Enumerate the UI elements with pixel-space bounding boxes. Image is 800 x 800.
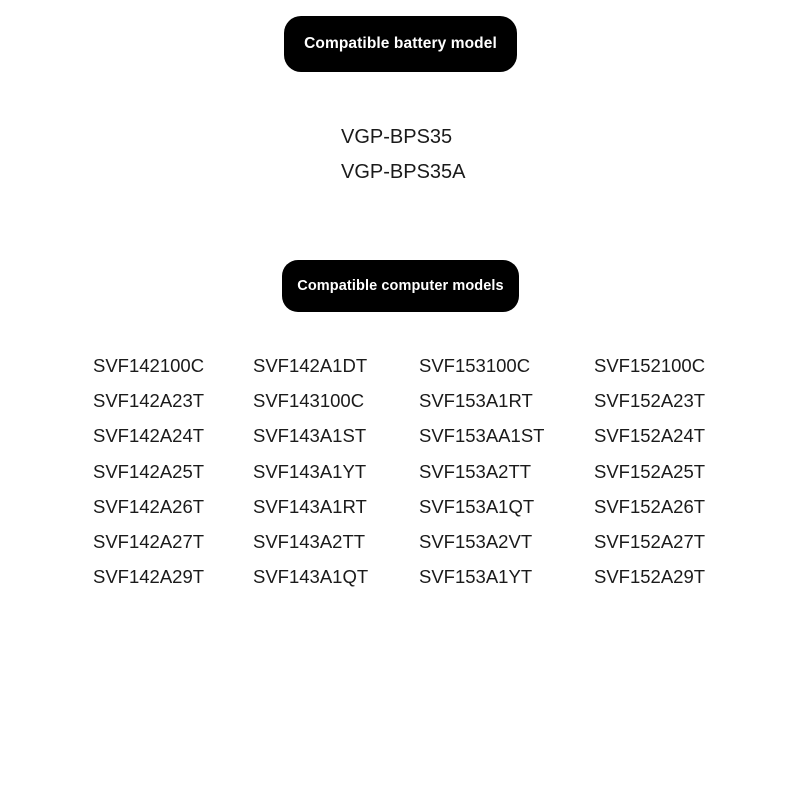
battery-section-heading-badge: Compatible battery model [284,16,517,72]
model-cell: SVF153A2VT [419,530,533,552]
model-cell: SVF152A29T [594,566,706,588]
model-cell: SVF142A23T [93,390,205,412]
model-cell: SVF142A25T [93,460,205,482]
model-cell: SVF153100C [419,355,531,376]
model-row [93,383,733,418]
model-row [93,524,733,559]
model-cell: SVF152A27T [594,530,706,552]
battery-model-item: VGP-BPS35A [341,161,466,183]
model-cell: SVF153AA1ST [419,425,545,447]
battery-model-item: VGP-BPS35 [341,126,453,148]
model-cell: SVF142A26T [93,495,205,517]
model-cell: SVF152A26T [594,495,706,517]
model-row [93,489,733,524]
computer-model-grid [93,348,733,594]
model-cell: SVF142A1DT [253,355,368,376]
battery-model-list [341,120,601,190]
model-cell: SVF143A1ST [253,425,367,447]
computer-section-heading-badge: Compatible computer models [282,260,519,312]
model-cell: SVF153A1YT [419,566,533,588]
model-cell: SVF142100C [93,355,205,376]
model-cell: SVF153A1QT [419,495,535,517]
model-cell: SVF152A25T [594,460,706,482]
model-cell: SVF142A29T [93,566,205,588]
model-cell: SVF152A23T [594,390,706,412]
model-row [93,418,733,453]
model-cell: SVF153A1RT [419,390,533,412]
model-cell: SVF143A2TT [253,530,366,552]
model-row [93,454,733,489]
model-cell: SVF152100C [594,355,706,376]
model-cell: SVF143100C [253,390,365,412]
model-row [93,559,733,594]
model-cell: SVF143A1QT [253,566,369,588]
model-cell: SVF143A1RT [253,495,367,517]
model-cell: SVF153A2TT [419,460,532,482]
model-cell: SVF152A24T [594,425,706,447]
model-cell: SVF142A24T [93,425,205,447]
model-cell: SVF143A1YT [253,460,367,482]
model-row [93,348,733,383]
model-cell: SVF142A27T [93,530,205,552]
